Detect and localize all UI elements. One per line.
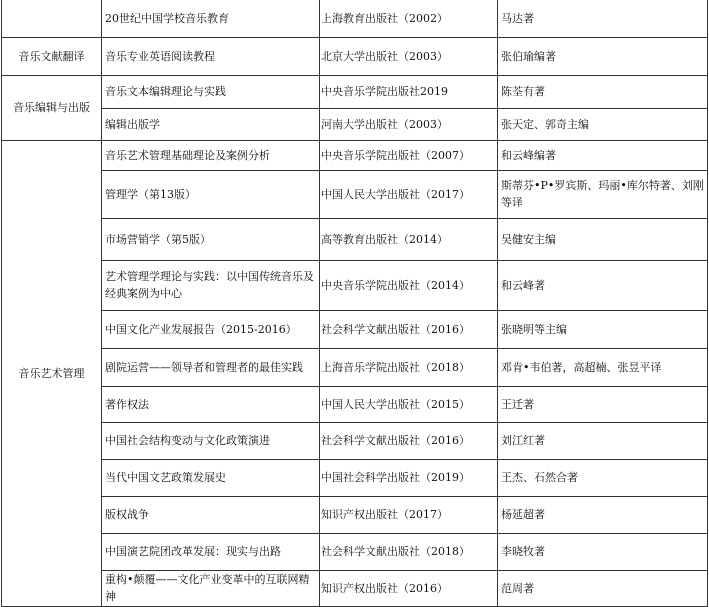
category-management: 音乐艺术管理 xyxy=(2,140,102,606)
book-publisher: 中央音乐学院出版社2019 xyxy=(320,75,498,108)
table-row xyxy=(2,459,708,496)
book-title: 管理学（第13版） xyxy=(102,170,320,218)
book-publisher: 知识产权出版社（2017） xyxy=(320,496,498,533)
table-row xyxy=(2,140,708,170)
book-title: 艺术管理学理论与实践：以中国传统音乐及经典案例为中心 xyxy=(102,260,320,310)
category-editing: 音乐编辑与出版 xyxy=(2,75,102,140)
book-author: 范周著 xyxy=(498,570,708,606)
book-title: 音乐文本编辑理论与实践 xyxy=(102,75,320,108)
book-publisher: 社会科学文献出版社（2018） xyxy=(320,533,498,570)
table-row xyxy=(2,0,708,37)
table-row xyxy=(2,496,708,533)
book-title: 著作权法 xyxy=(102,386,320,422)
book-title: 音乐专业英语阅读教程 xyxy=(102,37,320,75)
table-row xyxy=(2,170,708,218)
book-title: 市场营销学（第5版） xyxy=(102,218,320,260)
table-row xyxy=(2,386,708,422)
book-publisher: 上海音乐学院出版社（2018） xyxy=(320,348,498,386)
book-publisher: 社会科学文献出版社（2016） xyxy=(320,310,498,348)
book-title: 编辑出版学 xyxy=(102,108,320,140)
book-publisher: 中国人民大学出版社（2017） xyxy=(320,170,498,218)
book-publisher: 中国人民大学出版社（2015） xyxy=(320,386,498,422)
book-author: 李晓牧著 xyxy=(498,533,708,570)
book-title: 音乐艺术管理基础理论及案例分析 xyxy=(102,140,320,170)
category-cell-empty xyxy=(2,0,102,37)
table-row xyxy=(2,108,708,140)
book-author: 斯蒂芬•P•罗宾斯、玛丽•库尔特著、刘刚等译 xyxy=(498,170,708,218)
book-publisher: 中央音乐学院出版社（2007） xyxy=(320,140,498,170)
book-list-table xyxy=(1,0,708,607)
book-author: 和云峰编著 xyxy=(498,140,708,170)
table-row xyxy=(2,570,708,606)
category-translation: 音乐文献翻译 xyxy=(2,37,102,75)
table-row xyxy=(2,422,708,459)
table-row xyxy=(2,260,708,310)
book-author: 王杰、石然合著 xyxy=(498,459,708,496)
book-publisher: 知识产权出版社（2016） xyxy=(320,570,498,606)
book-publisher: 社会科学文献出版社（2016） xyxy=(320,422,498,459)
table-row xyxy=(2,310,708,348)
book-author: 马达著 xyxy=(498,0,708,37)
book-title: 中国文化产业发展报告（2015-2016） xyxy=(102,310,320,348)
book-publisher: 北京大学出版社（2003） xyxy=(320,37,498,75)
book-publisher: 河南大学出版社（2003） xyxy=(320,108,498,140)
book-title: 当代中国文艺政策发展史 xyxy=(102,459,320,496)
table-row xyxy=(2,218,708,260)
book-author: 张伯瑜编著 xyxy=(498,37,708,75)
book-author: 陈荃有著 xyxy=(498,75,708,108)
book-title: 中国社会结构变动与文化政策演进 xyxy=(102,422,320,459)
book-publisher: 上海教育出版社（2002） xyxy=(320,0,498,37)
book-author: 刘江红著 xyxy=(498,422,708,459)
table-row xyxy=(2,348,708,386)
table-row xyxy=(2,37,708,75)
book-publisher: 中央音乐学院出版社（2014） xyxy=(320,260,498,310)
book-author: 张晓明等主编 xyxy=(498,310,708,348)
book-author: 王迁著 xyxy=(498,386,708,422)
book-title: 中国演艺院团改革发展：现实与出路 xyxy=(102,533,320,570)
book-author: 杨延超著 xyxy=(498,496,708,533)
book-title: 版权战争 xyxy=(102,496,320,533)
table-row xyxy=(2,533,708,570)
book-author: 邓肯•韦伯著，高超楠、张昱平译 xyxy=(498,348,708,386)
book-publisher: 中国社会科学出版社（2019） xyxy=(320,459,498,496)
book-author: 张天定、郭奇主编 xyxy=(498,108,708,140)
table-row xyxy=(2,75,708,108)
book-author: 吴健安主编 xyxy=(498,218,708,260)
book-title: 剧院运营——领导者和管理者的最佳实践 xyxy=(102,348,320,386)
book-title: 重构•颠覆——文化产业变革中的互联网精神 xyxy=(102,570,320,606)
book-publisher: 高等教育出版社（2014） xyxy=(320,218,498,260)
book-author: 和云峰著 xyxy=(498,260,708,310)
book-title: 20世纪中国学校音乐教育 xyxy=(102,0,320,37)
